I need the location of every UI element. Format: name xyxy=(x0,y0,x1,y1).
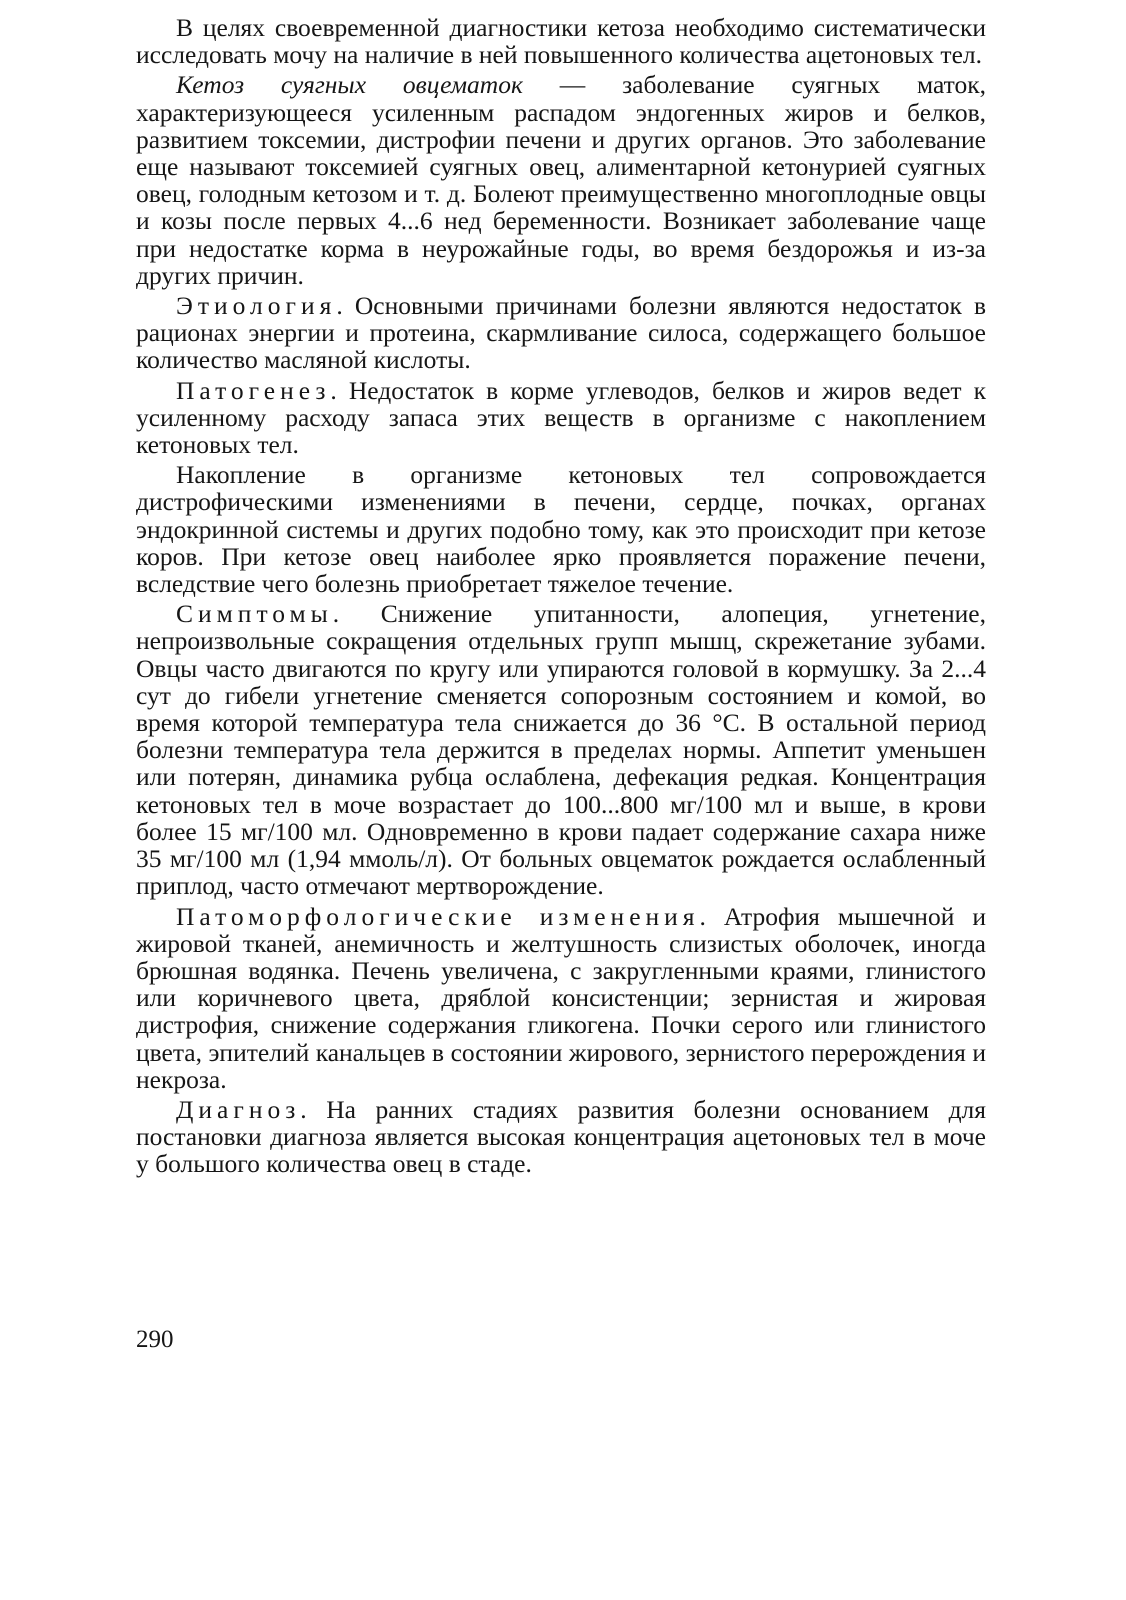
paragraph-text: — заболевание суягных маток, характеризующееся усиленным распадом эндогенных жиров и белков, развитием токсемии, дистрофии печени и других органов. Это заболевание еще называют токсемией суягных овец, алиментарной кетонурией суягных овец, голодным кетозом и т. д. Болеют преимущественно многоплодные овцы и козы после первых 4...6 нед беременности. Возникает заболевание чаще при недостатке корма в неурожайные годы, во время бездорожья и из-за других причин. xyxy=(136,70,986,290)
paragraph-diagnosis xyxy=(136,1096,986,1178)
paragraph-text: . Атрофия мышечной и жировой тканей, анемичность и желтушность слизистых оболочек, иногда брюшная водянка. Печень увеличена, с закругленными краями, глинистого или коричневого цвета, дряблой консистенции; зернистая и жировая дистрофия, снижение содержания гликогена. Почки серого или глинистого цвета, эпителий канальцев в состоянии жирового, зернистого перерождения и некроза. xyxy=(136,901,986,1094)
paragraph-intro xyxy=(136,14,986,68)
paragraph-text: Накопление в организме кетоновых тел сопровождается дистрофическими изменениями в печени, сердце, почках, органах эндокринной системы и других подобно тому, как это происходит при кетозе коров. При кетозе овец наиболее ярко проявляется поражение печени, вследствие чего болезнь приобретает тяжелое течение. xyxy=(136,460,986,599)
section-heading-pathogenesis: Патогенез xyxy=(176,375,331,405)
section-heading-pathomorphology: Патоморфологические изменения xyxy=(176,901,700,931)
paragraph-pathogenesis-continued xyxy=(136,461,986,597)
paragraph-definition xyxy=(136,71,986,289)
paragraph-pathogenesis xyxy=(136,377,986,459)
paragraph-symptoms xyxy=(136,600,986,899)
section-heading-etiology: Этиология xyxy=(176,291,337,321)
section-heading-diagnosis: Диагноз xyxy=(176,1094,301,1124)
page-number: 290 xyxy=(136,1326,174,1353)
paragraph-text: . Основными причинами болезни являются недостаток в рационах энергии и протеина, скармливание силоса, содержащего большое количество масляной кислоты. xyxy=(136,291,986,375)
page-body xyxy=(136,14,986,1181)
paragraph-etiology xyxy=(136,292,986,374)
paragraph-text: В целях своевременной диагностики кетоза необходимо систематически исследовать мочу на наличие в ней повышенного количества ацетоновых тел. xyxy=(136,13,986,70)
paragraph-text: . Недостаток в корме углеводов, белков и жиров ведет к усиленному расходу запаса этих веществ в организме с накоплением кетоновых тел. xyxy=(136,375,986,460)
paragraph-text: . На ранних стадиях развития болезни основанием для постановки диагноза является высокая концентрация ацетоновых тел в моче у большого количества овец в стаде. xyxy=(136,1094,986,1179)
term-heading: Кетоз суягных овцематок xyxy=(176,70,523,100)
paragraph-text: . Снижение упитанности, алопеция, угнетение, непроизвольные сокращения отдельных групп мышц, скрежетание зубами. Овцы часто двигаются по кругу или упираются головой в кормушку. За 2...4 сут до гибели угнетение сменяется сопорозным состоянием и комой, во время которой температура тела снижается до 36 °С. В остальной период болезни температура тела держится в пределах нормы. Аппетит уменьшен или потерян, динамика рубца ослаблена, дефекация редкая. Концентрация кетоновых тел в моче возрастает до 100...800 мг/100 мл и выше, в крови более 15 мг/100 мл. Одновременно в крови падает содержание сахара ниже 35 мг/100 мл (1,94 ммоль/л). От больных овцематок рождается ослабленный приплод, часто отмечают мертворождение. xyxy=(136,599,986,901)
section-heading-symptoms: Симптомы xyxy=(176,599,333,629)
paragraph-pathomorphology xyxy=(136,903,986,1093)
